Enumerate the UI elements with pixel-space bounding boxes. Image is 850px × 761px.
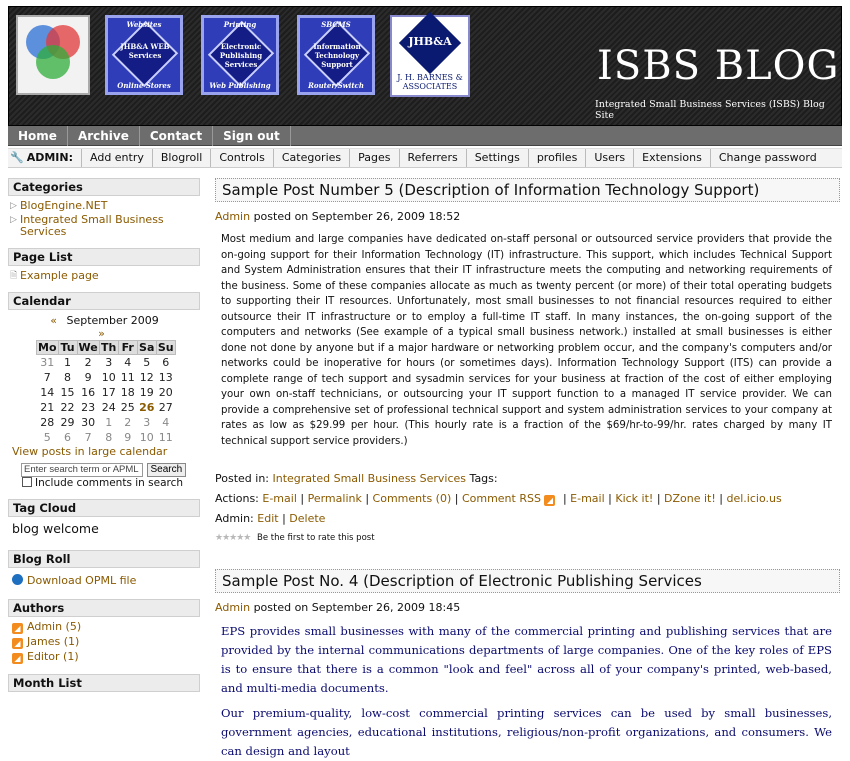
comments-link[interactable]: Comments (0) bbox=[372, 492, 452, 505]
calendar-day: 18 bbox=[120, 386, 135, 399]
delicious-link[interactable]: del.icio.us bbox=[726, 492, 782, 505]
calendar-day: 5 bbox=[43, 431, 51, 444]
calendar-day: 13 bbox=[158, 371, 173, 384]
calendar-day: 6 bbox=[162, 356, 170, 369]
post-body: Most medium and large companies have dedicated on-staff personal or outsourced service providers that provide the on-going support for their Information Technology (IT) infrastructure. This support, which includes Technical Support and System Administration ensures that their IT infrastructure meets the computing and networking requirements of the business. Some of these companies allocate as much as twenty percent (or more) of their total operating budgets to supporting their IT resources. Unfortunately, most small businesses to not financial resources required to either outsource their IT infrastructure or to employ a full-time IT staff. In many instances, the on-going support of the computers and networks (See example of a typical small business network.) installed at small businesses is either done not done by anyone but if a major hardware or networking problem occur, and the company's computers and/or networks could be inoperative for hours (or sometimes days). Information Technology Support (ITS) can provide a complete range of tech support and sysadmin services for your business at fraction of the cost of either employing your own on-staff technicians, or outsourcing your IT support function to a managed IT service provider. We can provide a comprehensive set of professional technical support and system administration services to your company at rates as low as $29.99 per hour. (This hourly rate is a fraction of the $69/hr-to-99/hr. rates charged by many IT technical support service providers.) bbox=[221, 234, 832, 447]
caret-right-icon: ▷ bbox=[10, 201, 17, 211]
category-link-blogengine[interactable] bbox=[8, 200, 200, 212]
actions-label: Actions: bbox=[215, 492, 259, 505]
admin-controls[interactable]: Controls bbox=[211, 149, 274, 167]
calendar-day: 21 bbox=[40, 401, 55, 414]
calendar-day: 25 bbox=[120, 401, 135, 414]
tagcloud-title: Tag Cloud bbox=[8, 499, 200, 517]
tag-welcome[interactable]: welcome bbox=[42, 520, 99, 536]
weekday: Sa bbox=[139, 341, 155, 354]
include-comments-row bbox=[22, 477, 200, 489]
calendar-day: 9 bbox=[124, 431, 132, 444]
nav-home[interactable]: Home bbox=[8, 126, 68, 146]
calendar-day: 8 bbox=[64, 371, 72, 384]
rating-text: Be the first to rate this post bbox=[257, 533, 375, 543]
main-nav bbox=[8, 126, 842, 146]
rss-icon[interactable]: ◢ bbox=[12, 623, 23, 634]
calendar-day: 14 bbox=[40, 386, 55, 399]
dzone-link[interactable]: DZone it! bbox=[664, 492, 716, 505]
calendar-day: 23 bbox=[81, 401, 96, 414]
post-title[interactable]: Sample Post Number 5 (Description of Information Technology Support) bbox=[215, 178, 840, 202]
include-comments-label: Include comments in search bbox=[35, 476, 184, 489]
post bbox=[215, 569, 840, 761]
calendar-day: 9 bbox=[84, 371, 92, 384]
admin-settings[interactable]: Settings bbox=[467, 149, 529, 167]
calendar-day: 15 bbox=[60, 386, 75, 399]
email-link[interactable]: E-mail bbox=[262, 492, 297, 505]
calendar-day: 2 bbox=[84, 356, 92, 369]
post-author[interactable]: Admin bbox=[215, 601, 251, 614]
calendar-day: 1 bbox=[64, 356, 72, 369]
admin-bar bbox=[8, 148, 842, 168]
comment-rss-link[interactable]: Comment RSS bbox=[461, 492, 541, 505]
post-title[interactable]: Sample Post No. 4 (Description of Electronic Publishing Services bbox=[215, 569, 840, 593]
weekday: Fr bbox=[118, 341, 137, 355]
calendar-day: 7 bbox=[84, 431, 92, 444]
tile-main-label: Information Technology Support bbox=[313, 42, 361, 69]
tile-bottom-label: Web Publishing bbox=[209, 81, 271, 90]
calendar-day: 10 bbox=[101, 371, 116, 384]
kick-it-link[interactable]: Kick it! bbox=[615, 492, 654, 505]
page-label: Example page bbox=[20, 269, 99, 282]
calendar-day: 17 bbox=[101, 386, 116, 399]
calendar-day: 5 bbox=[143, 356, 151, 369]
posted-in-label: Posted in: bbox=[215, 472, 269, 485]
post-date: posted on September 26, 2009 18:45 bbox=[253, 601, 461, 614]
calendar-day: 2 bbox=[124, 416, 132, 429]
admin-actions-label: Admin: bbox=[215, 512, 254, 525]
logo-company-name: J. H. BARNES & ASSOCIATES bbox=[397, 73, 463, 91]
admin-users[interactable]: Users bbox=[586, 149, 634, 167]
calendar-widget bbox=[8, 292, 200, 489]
caret-right-icon: ▷ bbox=[10, 215, 17, 225]
search-input[interactable] bbox=[21, 463, 143, 477]
admin-change-password[interactable]: Change password bbox=[718, 151, 817, 164]
rating-stars-icon[interactable]: ★★★★★ bbox=[215, 533, 251, 543]
circles-logo[interactable] bbox=[16, 15, 90, 95]
author-label: James (1) bbox=[27, 634, 80, 648]
calendar-week bbox=[37, 415, 176, 430]
calendar-day: 30 bbox=[81, 416, 96, 429]
calendar-prev[interactable]: « bbox=[50, 314, 57, 327]
calendar-day: 22 bbox=[60, 401, 75, 414]
logo-monogram: JHB&A bbox=[408, 35, 452, 48]
calendar-title: Calendar bbox=[8, 292, 200, 310]
calendar-day: 3 bbox=[105, 356, 113, 369]
author-admin[interactable] bbox=[8, 621, 200, 634]
calendar-day: 10 bbox=[139, 431, 154, 444]
post-rating bbox=[215, 533, 840, 543]
rss-icon[interactable]: ◢ bbox=[544, 495, 555, 506]
opml-link[interactable] bbox=[8, 574, 200, 587]
calendar-day: 6 bbox=[64, 431, 72, 444]
calendar-day: 3 bbox=[143, 416, 151, 429]
weekday: Mo bbox=[38, 341, 57, 354]
calendar-day: 24 bbox=[101, 401, 116, 414]
admin-extensions[interactable]: Extensions bbox=[634, 149, 711, 167]
include-comments-checkbox[interactable] bbox=[22, 477, 32, 487]
sidebar bbox=[8, 178, 200, 728]
calendar-week bbox=[37, 430, 176, 445]
tags-label: Tags: bbox=[469, 472, 498, 485]
calendar-week bbox=[37, 355, 176, 371]
categories-widget bbox=[8, 178, 200, 238]
categories-title: Categories bbox=[8, 178, 200, 196]
pagelist-widget bbox=[8, 248, 200, 282]
calendar-day: 29 bbox=[60, 416, 75, 429]
authors-title: Authors bbox=[8, 599, 200, 617]
it-support-tile[interactable] bbox=[297, 15, 375, 95]
calendar-grid bbox=[36, 340, 176, 445]
tile-bottom-label: Online Stores bbox=[117, 81, 171, 90]
post-author[interactable]: Admin bbox=[215, 210, 251, 223]
post-actions: Actions: E-mail | Permalink | Comments (0) | Comment RSS ◢ | E-mail | Kick it! | DZone it! | del.icio.us bbox=[215, 492, 782, 505]
category-label: Integrated Small Business Services bbox=[20, 213, 164, 238]
admin-categories[interactable]: Categories bbox=[274, 149, 350, 167]
admin-blogroll[interactable]: Blogroll bbox=[153, 149, 211, 167]
blogroll-widget bbox=[8, 550, 200, 587]
publishing-services-tile[interactable] bbox=[201, 15, 279, 95]
web-services-tile[interactable] bbox=[105, 15, 183, 95]
tag-blog[interactable]: blog bbox=[12, 520, 39, 536]
calendar-next[interactable]: » bbox=[98, 327, 105, 340]
author-james[interactable] bbox=[8, 636, 200, 649]
admin-add-entry[interactable]: Add entry bbox=[82, 149, 153, 167]
tag-list bbox=[8, 521, 200, 536]
authors-widget bbox=[8, 599, 200, 664]
nav-sign-out[interactable]: Sign out bbox=[213, 126, 291, 146]
admin-profiles[interactable]: profiles bbox=[529, 149, 586, 167]
calendar-header bbox=[34, 314, 169, 340]
site-title[interactable]: ISBS BLOG bbox=[597, 43, 840, 89]
calendar-week bbox=[37, 370, 176, 385]
author-label: Editor (1) bbox=[27, 649, 79, 663]
admin-referrers[interactable]: Referrers bbox=[400, 149, 467, 167]
weekday: We bbox=[78, 341, 98, 354]
jhb-associates-logo[interactable] bbox=[390, 15, 470, 97]
author-editor[interactable] bbox=[8, 651, 200, 664]
search-button[interactable]: Search bbox=[147, 463, 187, 477]
post-admin-actions: Admin: Edit | Delete bbox=[215, 512, 326, 525]
post-date: posted on September 26, 2009 18:52 bbox=[253, 210, 461, 223]
category-link[interactable]: Integrated Small Business Services bbox=[272, 472, 467, 485]
calendar-day: 11 bbox=[120, 371, 135, 384]
tile-bottom-label: Router/Switch bbox=[308, 81, 364, 90]
rss-icon[interactable]: ◢ bbox=[12, 638, 23, 649]
calendar-day: 12 bbox=[139, 371, 154, 384]
weekday: Su bbox=[157, 341, 174, 354]
post-body-paragraph: Our premium-quality, low-cost commercial printing services can be used by small businesses, government agencies, educational institutions, religious/non-profit organizations, and consumers. We can design and layout bbox=[221, 706, 832, 758]
page-link-example[interactable] bbox=[8, 270, 200, 282]
opml-icon bbox=[12, 574, 23, 585]
calendar-weekday-row bbox=[37, 341, 176, 355]
nav-contact[interactable]: Contact bbox=[140, 126, 213, 146]
calendar-day: 8 bbox=[105, 431, 113, 444]
calendar-month: September 2009 bbox=[66, 314, 159, 327]
delete-link[interactable]: Delete bbox=[289, 512, 326, 525]
monthlist-title: Month List bbox=[8, 674, 200, 692]
author-label: Admin (5) bbox=[27, 619, 82, 633]
admin-pages[interactable]: Pages bbox=[350, 149, 399, 167]
wrench-icon: 🔧 bbox=[10, 151, 24, 164]
edit-link[interactable]: Edit bbox=[257, 512, 279, 525]
large-calendar-link[interactable]: View posts in large calendar bbox=[12, 445, 168, 458]
calendar-day: 11 bbox=[158, 431, 173, 444]
weekday: Th bbox=[101, 341, 117, 354]
calendar-day: 7 bbox=[43, 371, 51, 384]
site-subtitle: Integrated Small Business Services (ISBS) Blog Site bbox=[595, 99, 825, 121]
calendar-day: 4 bbox=[124, 356, 132, 369]
calendar-day: 28 bbox=[40, 416, 55, 429]
tile-main-label: Electronic Publishing Services bbox=[219, 42, 263, 69]
site-header bbox=[8, 6, 842, 126]
post-byline bbox=[215, 210, 840, 223]
category-link-isbs[interactable] bbox=[8, 214, 200, 238]
tagcloud-widget bbox=[8, 499, 200, 536]
calendar-day: 31 bbox=[40, 356, 55, 369]
calendar-day: 20 bbox=[158, 386, 173, 399]
admin-label-wrap bbox=[8, 149, 82, 167]
tile-top-label: SBCMS bbox=[321, 20, 351, 29]
calendar-day-with-posts[interactable]: 26 bbox=[139, 401, 155, 414]
search-row bbox=[21, 462, 200, 477]
post-byline bbox=[215, 601, 840, 614]
post-body-paragraph: EPS provides small businesses with many of the commercial printing and publishing services that are provided by the internal communications departments of large companies. One of the key roles of EPS is to ensure that there is a common "look and feel" across all of your company's printed, web-based, and multi-media documents. bbox=[221, 624, 832, 695]
calendar-week bbox=[37, 400, 176, 415]
tile-main-label: JHB&A WEB Services bbox=[120, 42, 170, 60]
opml-label: Download OPML file bbox=[27, 573, 137, 587]
post bbox=[215, 178, 840, 543]
calendar-day: 19 bbox=[139, 386, 154, 399]
main-content bbox=[215, 178, 840, 758]
calendar-day: 16 bbox=[81, 386, 96, 399]
category-label: BlogEngine.NET bbox=[20, 199, 108, 212]
page-icon: 🗎 bbox=[10, 271, 18, 281]
green-circle-shape bbox=[36, 45, 70, 79]
post-categories bbox=[215, 469, 840, 489]
admin-label: ADMIN: bbox=[26, 151, 73, 164]
blogroll-title: Blog Roll bbox=[8, 550, 200, 568]
nav-archive[interactable]: Archive bbox=[68, 126, 140, 146]
tile-top-label: Websites bbox=[126, 20, 162, 29]
calendar-day: 27 bbox=[158, 401, 173, 414]
calendar-day: 4 bbox=[162, 416, 170, 429]
calendar-day: 1 bbox=[105, 416, 113, 429]
calendar-week bbox=[37, 385, 176, 400]
email-link-2[interactable]: E-mail bbox=[570, 492, 605, 505]
rss-icon[interactable]: ◢ bbox=[12, 653, 23, 664]
pagelist-title: Page List bbox=[8, 248, 200, 266]
permalink-link[interactable]: Permalink bbox=[307, 492, 362, 505]
tile-top-label: Printing bbox=[223, 20, 257, 29]
weekday: Tu bbox=[58, 341, 77, 355]
monthlist-widget bbox=[8, 674, 200, 692]
